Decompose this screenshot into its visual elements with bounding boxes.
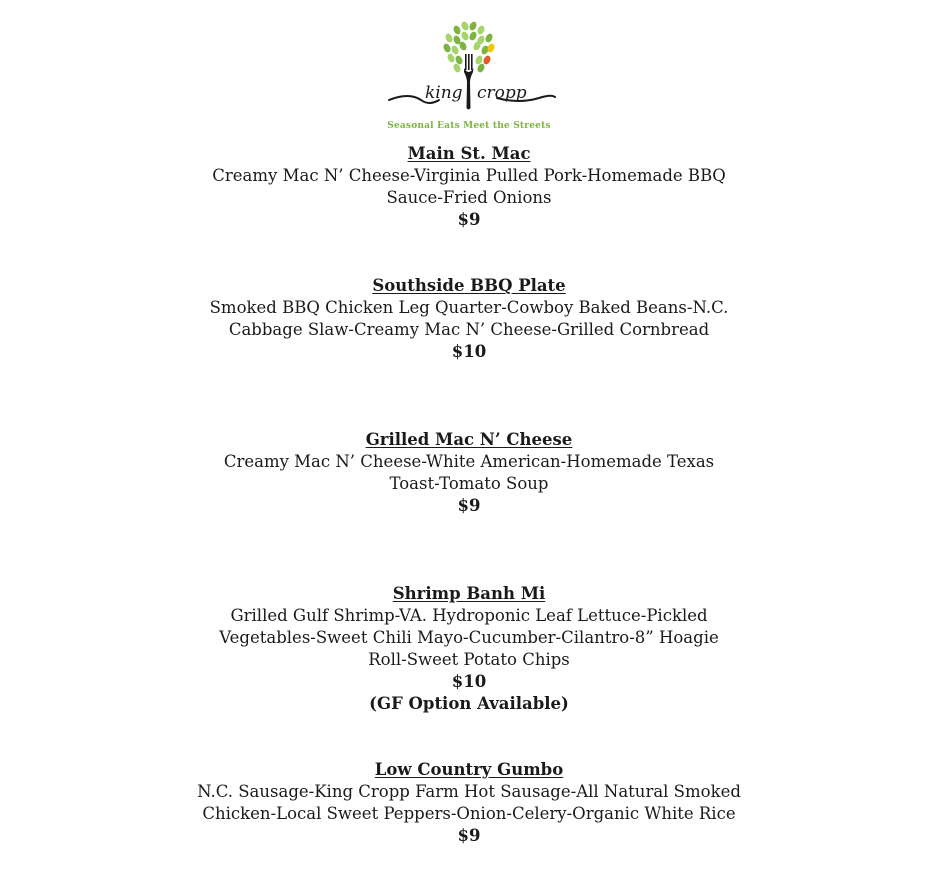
leaf-icon bbox=[444, 32, 454, 43]
item-title: Southside BBQ Plate bbox=[372, 276, 566, 295]
leaf-icon bbox=[484, 32, 494, 43]
item-desc-line: Cabbage Slaw-Creamy Mac N’ Cheese-Grilled Cornbread bbox=[228, 320, 710, 339]
item-price: $9 bbox=[457, 826, 481, 845]
leaf-icon bbox=[476, 24, 486, 35]
menu-item bbox=[0, 143, 938, 231]
item-desc-line: Smoked BBQ Chicken Leg Quarter-Cowboy Baked Beans-N.C. bbox=[209, 298, 729, 317]
king-cropp-logo bbox=[0, 18, 938, 138]
leaf-icon bbox=[468, 20, 478, 31]
leaf-icon bbox=[450, 44, 460, 55]
item-price: $9 bbox=[457, 496, 481, 515]
logo-text-cropp: cropp bbox=[477, 83, 527, 103]
menu-item bbox=[0, 583, 938, 715]
item-desc-line: Vegetables-Sweet Chili Mayo-Cucumber-Cilantro-8” Hoagie bbox=[219, 628, 719, 647]
logo-text-king: king bbox=[425, 83, 463, 103]
item-desc-line: Chicken-Local Sweet Peppers-Onion-Celery-Organic White Rice bbox=[202, 804, 736, 823]
item-note: (GF Option Available) bbox=[369, 694, 569, 713]
menu-item bbox=[0, 759, 938, 847]
leaf-icon bbox=[460, 20, 470, 31]
tree-fork-logo-icon bbox=[369, 18, 569, 118]
item-desc-line: N.C. Sausage-King Cropp Farm Hot Sausage-All Natural Smoked bbox=[197, 782, 741, 801]
item-title: Grilled Mac N’ Cheese bbox=[365, 430, 573, 449]
leaf-icon bbox=[482, 54, 492, 65]
item-title: Main St. Mac bbox=[407, 144, 531, 163]
menu-item bbox=[0, 275, 938, 363]
item-desc-line: Creamy Mac N’ Cheese-White American-Homemade Texas bbox=[223, 452, 715, 471]
leaf-icon bbox=[446, 52, 456, 63]
item-title: Shrimp Banh Mi bbox=[392, 584, 546, 603]
item-desc-line: Grilled Gulf Shrimp-VA. Hydroponic Leaf Lettuce-Pickled bbox=[230, 606, 708, 625]
item-desc-line: Toast-Tomato Soup bbox=[389, 474, 549, 493]
tagline: Seasonal Eats Meet the Streets bbox=[387, 121, 551, 131]
item-desc-line: Sauce-Fried Onions bbox=[386, 188, 552, 207]
item-price: $10 bbox=[451, 672, 487, 691]
item-title: Low Country Gumbo bbox=[374, 760, 564, 779]
leaf-icon bbox=[460, 30, 470, 41]
item-price: $10 bbox=[451, 342, 487, 361]
item-desc-line: Roll-Sweet Potato Chips bbox=[368, 650, 570, 669]
menu-item bbox=[0, 429, 938, 517]
leaf-icon bbox=[442, 42, 452, 53]
leaf-icon bbox=[452, 24, 462, 35]
item-price: $9 bbox=[457, 210, 481, 229]
item-desc-line: Creamy Mac N’ Cheese-Virginia Pulled Pork-Homemade BBQ bbox=[212, 166, 726, 185]
leaf-icon bbox=[468, 30, 478, 41]
